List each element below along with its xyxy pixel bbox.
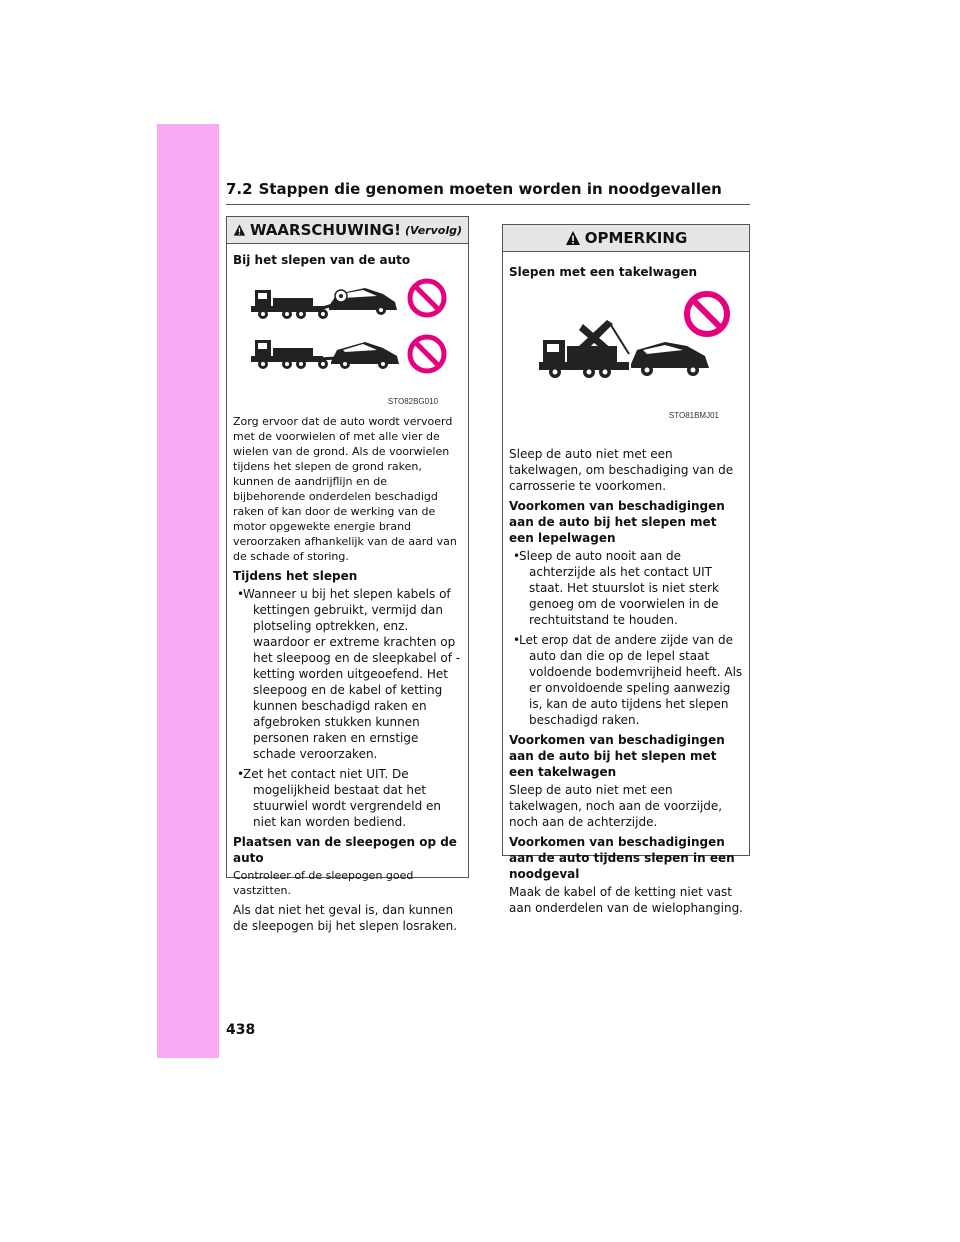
warning-box xyxy=(226,216,469,933)
section-header xyxy=(226,180,750,205)
figure-code: STO81BMJ01 xyxy=(668,411,719,420)
list-item: • Sleep de auto nooit aan de achterzijde als het contact UIT staat. Het stuurslot is niet sterk genoeg om de voorwielen in de rechtuitstand te houden. xyxy=(509,548,743,628)
towing-figure xyxy=(233,272,462,410)
car xyxy=(631,342,709,376)
car-2 xyxy=(331,342,399,369)
notice-title-bar xyxy=(503,225,749,252)
section-number: 7.2 xyxy=(226,180,253,198)
tow-truck-2 xyxy=(251,340,337,369)
warning-title-suffix: (Vervolg) xyxy=(404,223,462,237)
side-strip xyxy=(157,124,219,1058)
flatbed-towing-illustration xyxy=(233,272,461,390)
warning-triangle-icon xyxy=(565,230,581,246)
figure-code: STO82BG010 xyxy=(387,397,438,406)
list-item: • Let erop dat de andere zijde van de auto dan die op de lepel staat voldoende bodemvrijheid heeft. Als er onvoldoende speling aanwezig is, kan de auto tijdens het slepen beschadigd raken. xyxy=(509,632,743,728)
prohibited-icon-1 xyxy=(410,281,444,315)
notice-subtitle: Slepen met een takelwagen xyxy=(509,265,698,279)
warning-title: WAARSCHUWING! xyxy=(249,221,401,239)
sling-tow-figure xyxy=(509,284,743,424)
prohibited-icon xyxy=(687,294,727,334)
page-number: 438 xyxy=(226,1022,256,1038)
notice-p4: Maak de kabel of de ketting niet vast aan onderdelen van de wielophanging. xyxy=(509,885,743,915)
notice-h4: Voorkomen van beschadigingen aan de auto tijdens slepen in een noodgeval xyxy=(509,835,735,881)
sling-tow-illustration xyxy=(509,284,743,404)
notice-h3: Voorkomen van beschadigingen aan de auto bij het slepen met een takelwagen xyxy=(509,733,725,779)
warning-title-bar xyxy=(227,217,468,244)
towing-eye-title: Plaatsen van de sleepogen op de auto xyxy=(233,835,457,865)
during-towing-list xyxy=(233,586,462,830)
notice-box xyxy=(502,224,750,915)
notice-p3: Sleep de auto niet met een takelwagen, noch aan de voorzijde, noch aan de achterzijde. xyxy=(509,783,723,829)
towing-eye-p1: Controleer of de sleepogen goed vastzitten. xyxy=(233,869,414,897)
during-towing-title: Tijdens het slepen xyxy=(233,569,358,583)
notice-title: OPMERKING xyxy=(584,229,688,247)
notice-h2: Voorkomen van beschadigingen aan de auto bij het slepen met een lepelwagen xyxy=(509,499,725,545)
prohibited-icon-2 xyxy=(410,337,444,371)
warning-intro: Zorg ervoor dat de auto wordt vervoerd met de voorwielen of met alle vier de wielen van de grond. Als de voorwielen tijdens het slepen de grond raken, kunnen de aandrijflijn en de bijbehorende onderdelen beschadigd raken of kan door de werking van de motor opgewekte energie brand veroorzaken afhankelijk van de aard van de schade of storing. xyxy=(233,415,457,563)
tow-truck-1 xyxy=(251,290,343,319)
notice-p1: Sleep de auto niet met een takelwagen, om beschadiging van de carrosserie te voorkomen. xyxy=(509,447,734,493)
notice-list xyxy=(509,548,743,728)
list-item: • Zet het contact niet UIT. De mogelijkheid bestaat dat het stuurwiel wordt vergrendeld en niet kan worden bediend. xyxy=(233,766,462,830)
warning-triangle-icon xyxy=(233,222,246,238)
towing-eye-p2: Als dat niet het geval is, dan kunnen de sleepogen bij het slepen losraken. xyxy=(233,903,458,933)
sling-tow-truck xyxy=(539,320,629,378)
car-1 xyxy=(329,288,397,315)
warning-subtitle: Bij het slepen van de auto xyxy=(233,253,411,267)
list-item: • Wanneer u bij het slepen kabels of kettingen gebruikt, vermijd dan plotseling optrekken, enz. waardoor er extreme krachten op het sleepoog en de sleepkabel of -ketting worden uitgeoefend. Het sleepoog en de kabel of ketting kunnen beschadigd raken en afgebroken stukken kunnen personen raken en ernstige schade veroorzaken. xyxy=(233,586,462,762)
section-title: Stappen die genomen moeten worden in noodgevallen xyxy=(258,180,722,198)
